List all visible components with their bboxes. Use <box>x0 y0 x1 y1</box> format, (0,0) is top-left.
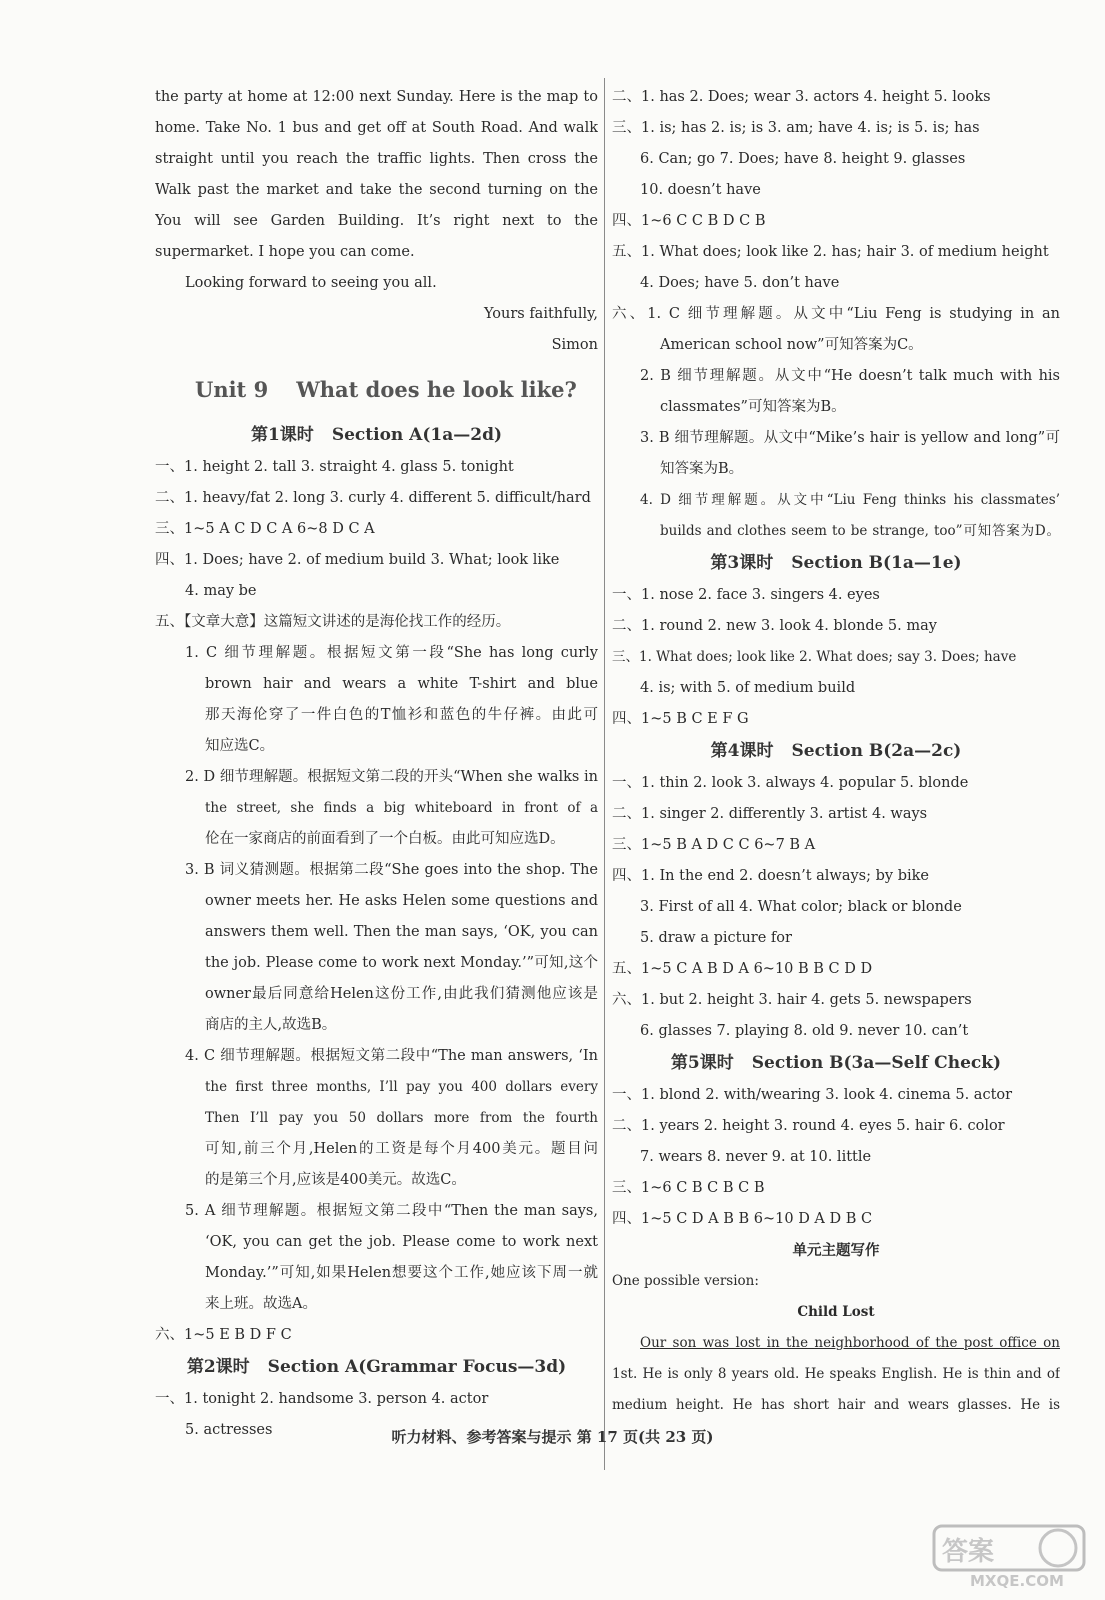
lesson-number: 第5课时 <box>670 1053 734 1073</box>
answer-line: the street, she finds a big whiteboard in front of a <box>205 800 598 816</box>
answer-line: 那天海伦穿了一件白色的T恤衫和蓝色的牛仔裤。由此可 <box>205 707 598 723</box>
answer-line: 四、1~6 C C B D C B <box>612 213 766 229</box>
lesson-number: 第2课时 <box>186 1357 250 1377</box>
right-column <box>612 82 1060 1421</box>
left-column <box>155 82 598 1446</box>
answer-line: ‘OK, you can get the job. Please come to work next <box>205 1234 598 1250</box>
answer-line: 4. is; with 5. of medium build <box>640 680 856 696</box>
answer-line: 来上班。故选A。 <box>205 1296 317 1312</box>
answer-line: Monday.’”可知,如果Helen想要这个工作,她应该下周一就 <box>205 1265 598 1281</box>
answer-line: 10. doesn’t have <box>640 182 761 198</box>
answer-line: classmates”可知答案为B。 <box>660 399 846 415</box>
answer-line: 一、1. thin 2. look 3. always 4. popular 5. blonde <box>612 775 969 791</box>
section-name: Section A(1a—2d) <box>331 425 503 445</box>
letter-line: supermarket. I hope you can come. <box>155 244 415 260</box>
answer-line: 知答案为B。 <box>660 461 744 477</box>
answer-line: 3. First of all 4. What color; black or blonde <box>640 899 962 915</box>
answer-line: 4. may be <box>185 583 257 599</box>
answer-line: 六、1~5 E B D F C <box>155 1327 292 1343</box>
answer-line: 4. Does; have 5. don’t have <box>640 275 840 291</box>
section-name: Section B(2a—2c) <box>791 741 962 761</box>
answer-line: 2. B 细节理解题。从文中“He doesn’t talk much with his <box>640 368 1060 384</box>
answer-line: 三、1~5 A C D C A 6~8 D C A <box>155 521 375 537</box>
answer-line: 2. D 细节理解题。根据短文第二段的开头“When she walks in <box>185 769 598 785</box>
svg-text:答案: 答案 <box>942 1537 995 1567</box>
letter-line: Walk past the market and take the second turning on the <box>155 182 598 198</box>
letter-closing: Looking forward to seeing you all. <box>185 275 437 291</box>
writing-heading: 单元主题写作 <box>792 1242 880 1259</box>
letter-line: straight until you reach the traffic lights. Then cross the <box>155 151 598 167</box>
answer-line: 五、1. What does; look like 2. has; hair 3. of medium height <box>612 244 1049 260</box>
column-divider <box>604 78 605 1470</box>
section-heading-2 <box>155 1351 598 1384</box>
answer-line: 五、1~5 C A B D A 6~10 B B C D D <box>612 961 873 977</box>
watermark-logo <box>930 1520 1090 1590</box>
lesson-number: 第1课时 <box>250 425 314 445</box>
section-heading-4 <box>612 735 1060 768</box>
answer-line: 商店的主人,故选B。 <box>205 1017 337 1033</box>
answer-line: 三、1. is; has 2. is; is 3. am; have 4. is; is 5. is; has <box>612 120 980 136</box>
essay-line: medium height. He has short hair and wears glasses. He is <box>612 1397 1060 1413</box>
answer-line: owner meets her. He asks Helen some questions and <box>205 893 598 909</box>
essay-line: Our son was lost in the neighborhood of the post office on <box>640 1335 1060 1351</box>
answer-line: 的是第三个月,应该是400美元。故选C。 <box>205 1172 466 1188</box>
answer-line: 可知,前三个月,Helen的工资是每个月400美元。题目问 <box>205 1141 598 1157</box>
answer-line: answers them well. Then the man says, ‘OK, you can <box>205 924 598 940</box>
unit-number: Unit 9 <box>195 377 269 402</box>
answer-line: Then I’ll pay you 50 dollars more from the fourth <box>205 1110 598 1126</box>
answer-line: 六、1. but 2. height 3. hair 4. gets 5. newspapers <box>612 992 972 1008</box>
section-name: Section A(Grammar Focus—3d) <box>267 1357 567 1377</box>
answer-line: 5. A 细节理解题。根据短文第二段中“Then the man says, <box>185 1203 598 1219</box>
answer-line: 知应选C。 <box>205 738 275 754</box>
answer-line: American school now”可知答案为C。 <box>660 337 923 353</box>
answer-line: brown hair and wears a white T-shirt and blue <box>205 676 598 692</box>
answer-line: the job. Please come to work next Monday.’”可知,这个 <box>205 955 598 971</box>
answer-line: 6. glasses 7. playing 8. old 9. never 10. can’t <box>640 1023 969 1039</box>
answer-line: 二、1. has 2. Does; wear 3. actors 4. height 5. looks <box>612 89 991 105</box>
answer-line: 二、1. singer 2. differently 3. artist 4. ways <box>612 806 928 822</box>
answer-line: 6. Can; go 7. Does; have 8. height 9. glasses <box>640 151 966 167</box>
answer-line: 一、1. tonight 2. handsome 3. person 4. actor <box>155 1391 489 1407</box>
answer-line: builds and clothes seem to be strange, too”可知答案为D。 <box>660 523 1060 539</box>
answer-line: 4. C 细节理解题。根据短文第二段中“The man answers, ‘In <box>185 1048 598 1064</box>
answer-line: 5. draw a picture for <box>640 930 792 946</box>
answer-line: 四、1~5 B C E F G <box>612 711 749 727</box>
answer-line: 四、1~5 C D A B B 6~10 D A D B C <box>612 1211 873 1227</box>
answer-line: 四、1. Does; have 2. of medium build 3. What; look like <box>155 552 560 568</box>
essay-title: Child Lost <box>797 1304 875 1320</box>
answer-line: 六、1. C 细节理解题。从文中“Liu Feng is studying in an <box>612 306 1060 322</box>
unit-title: What does he look like? <box>296 377 577 402</box>
section-heading-1 <box>155 419 598 452</box>
letter-signature: Simon <box>551 337 598 353</box>
lesson-number: 第3课时 <box>710 553 774 573</box>
answer-line: 一、1. height 2. tall 3. straight 4. glass 5. tonight <box>155 459 514 475</box>
answer-line: 3. B 细节理解题。从文中“Mike’s hair is yellow and long”可 <box>640 430 1060 446</box>
answer-line: 一、1. nose 2. face 3. singers 4. eyes <box>612 587 880 603</box>
answer-line: owner最后同意给Helen这份工作,由此我们猜测他应该是 <box>205 986 598 1002</box>
unit-heading <box>155 361 598 419</box>
answer-line: 五、【文章大意】这篇短文讲述的是海伦找工作的经历。 <box>155 614 511 630</box>
lesson-number: 第4课时 <box>710 741 774 761</box>
answer-line: 二、1. years 2. height 3. round 4. eyes 5. hair 6. color <box>612 1118 1005 1134</box>
answer-line: 3. B 词义猜测题。根据第二段“She goes into the shop. The <box>185 862 598 878</box>
answer-line: 三、1. What does; look like 2. What does; say 3. Does; have <box>612 649 1017 665</box>
answer-line: 伦在一家商店的前面看到了一个白板。由此可知应选D。 <box>205 831 565 847</box>
essay-line: 1st. He is only 8 years old. He speaks English. He is thin and of <box>612 1366 1060 1382</box>
section-name: Section B(3a—Self Check) <box>751 1053 1002 1073</box>
letter-line: You will see Garden Building. It’s right next to the <box>155 213 598 229</box>
section-heading-5 <box>612 1047 1060 1080</box>
answer-line: 一、1. blond 2. with/wearing 3. look 4. cinema 5. actor <box>612 1087 1013 1103</box>
section-heading-3 <box>612 547 1060 580</box>
answer-line: the first three months, I’ll pay you 400 dollars every <box>205 1079 598 1095</box>
answer-line: 三、1~6 C B C B C B <box>612 1180 765 1196</box>
page-footer: 听力材料、参考答案与提示 第 17 页(共 23 页) <box>391 1428 714 1446</box>
answer-line: 7. wears 8. never 9. at 10. little <box>640 1149 872 1165</box>
letter-line: the party at home at 12:00 next Sunday. Here is the map to <box>155 89 598 105</box>
section-name: Section B(1a—1e) <box>791 553 962 573</box>
answer-line: 三、1~5 B A D C C 6~7 B A <box>612 837 816 853</box>
answer-line: 1. C 细节理解题。根据短文第一段“She has long curly <box>185 645 598 661</box>
answer-line: 二、1. heavy/fat 2. long 3. curly 4. different 5. difficult/hard <box>155 490 591 506</box>
answer-line: 4. D 细节理解题。从文中“Liu Feng thinks his classmates’ <box>640 492 1060 508</box>
answer-line: 四、1. In the end 2. doesn’t always; by bike <box>612 868 929 884</box>
letter-line: home. Take No. 1 bus and get off at South Road. And walk <box>155 120 598 136</box>
letter-signoff: Yours faithfully, <box>483 306 598 322</box>
answer-line: 二、1. round 2. new 3. look 4. blonde 5. may <box>612 618 937 634</box>
svg-text:MXQE.COM: MXQE.COM <box>970 1572 1064 1590</box>
possible-version-label: One possible version: <box>612 1273 759 1289</box>
answer-line: 5. actresses <box>185 1422 273 1438</box>
